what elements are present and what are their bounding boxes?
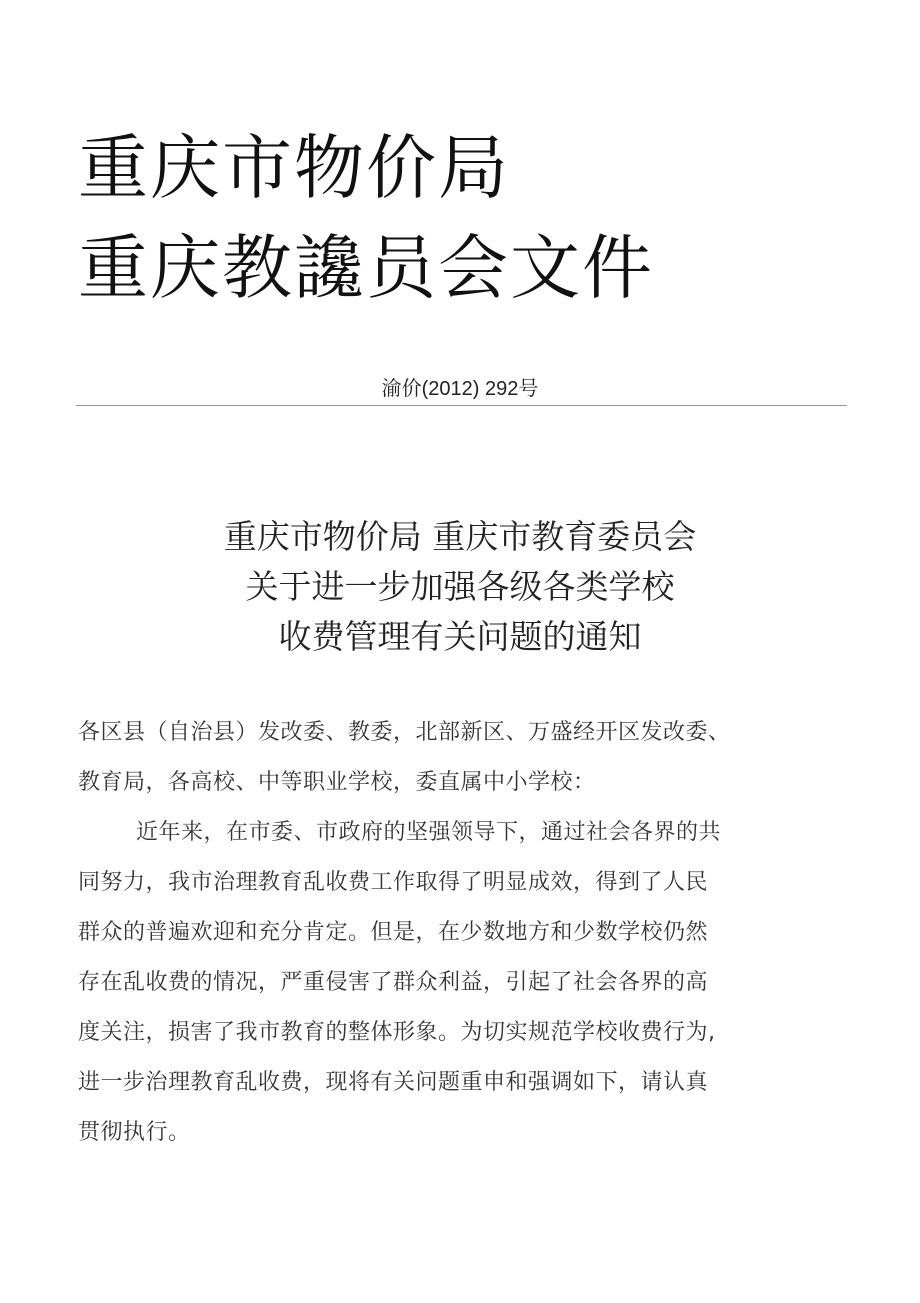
title-line-1: 重庆市物价局 重庆市教育委员会 [223,517,697,556]
header-divider [76,405,847,406]
title-line-3: 收费管理有关问题的通知 [278,617,642,656]
paragraph-line: 度关注，损害了我市教育的整体形象。为切实规范学校收费行为, [78,1020,716,1045]
paragraph-line: 贯彻执行。 [78,1120,191,1145]
document-number: 渝价(2012) 292号 [381,378,539,400]
notice-body [78,708,818,1158]
issuing-authority-header [78,118,654,318]
paragraph-line: 近年来，在市委、市政府的坚强领导下，通过社会各界的共 [136,820,722,845]
paragraph-line: 同努力，我市治理教育乱收费工作取得了明显成效，得到了人民 [78,870,709,895]
paragraph-line: 进一步治理教育乱收费，现将有关问题重申和强调如下，请认真 [78,1070,709,1095]
paragraph-line: 存在乱收费的情况，严重侵害了群众利益，引起了社会各界的高 [78,970,709,995]
addressee-line: 教育局，各高校、中等职业学校，委直属中小学校： [78,770,596,795]
addressee-line: 各区县（自治县）发改委、教委，北部新区、万盛经开区发改委、 [78,720,731,745]
title-line-2: 关于进一步加强各级各类学校 [245,567,675,606]
notice-title [0,512,920,662]
header-line-education-commission: 重庆教讒员会文件 [78,227,654,309]
header-line-price-bureau: 重庆市物价局 [78,127,510,209]
paragraph-line: 群众的普遍欢迎和充分肯定。但是，在少数地方和少数学校仍然 [78,920,709,945]
